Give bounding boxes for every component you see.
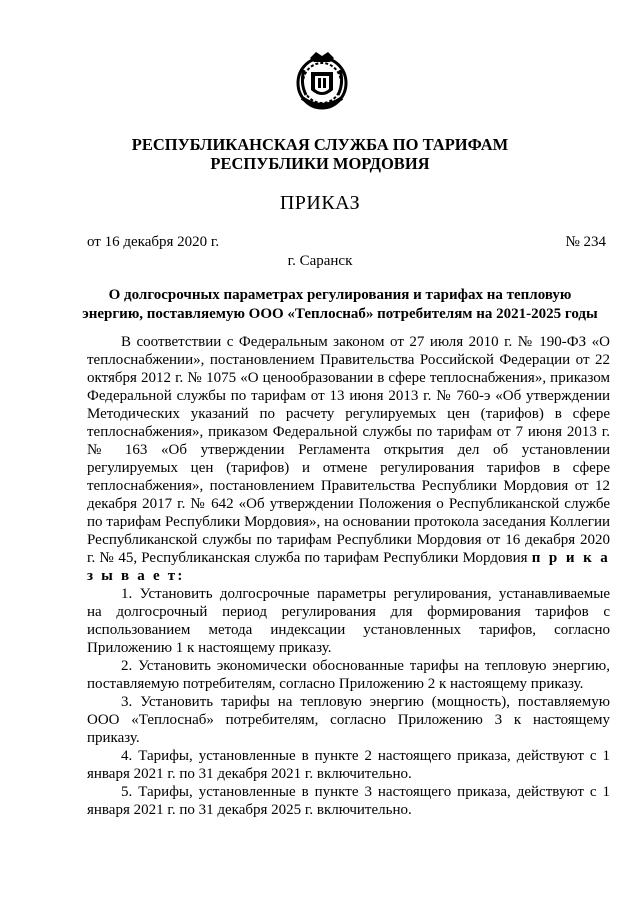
document-date: от 16 декабря 2020 г. <box>87 234 220 250</box>
order-item-2: 2. Установить экономически обоснованные тарифы на тепловую энергию, поставляемую потребителям, согласно Приложению 2 к настоящему приказу. <box>87 658 610 692</box>
preamble-text: В соответствии с Федеральным законом от 27 июля 2010 г. № 190-ФЗ «О теплоснабжении», постановлением Правительства Российской Федерации от 22 октября 2012 г. № 1075 «О ценообразовании в сфере теплоснабжения», приказом Федеральной службы по тарифам от 13 июня 2013 г. № 760-э «Об утверждении Методических указаний по расчету регулируемых цен (тарифов) в сфере теплоснабжения», приказом Федеральной службы по тарифам от 7 июня 2013 г. № 163 «Об утверждении Регламента открытия дел об установлении регулируемых цен (тарифов) и отмене регулирования тарифов в сфере теплоснабжения», постановлением Правительства Республики Мордовия от 12 декабря 2017 г. № 642 «Об утверждении Положения о Республиканской службе по тарифам Республики Мордовия», на основании протокола заседания Коллегии Республиканской службы по тарифам Республики Мордовия от 16 декабря 2020 г. № 45, Республиканская служба по тарифам Республики Мордовия <box>87 334 610 566</box>
title-line-1: О долгосрочных параметрах регулирования и тарифах на тепловую <box>108 287 572 303</box>
agency-line-2: РЕСПУБЛИКИ МОРДОВИЯ <box>210 154 430 173</box>
order-item-1: 1. Установить долгосрочные параметры регулирования, устанавливаемые на долгосрочный период регулирования для формирования тарифов с использованием метода индексации установленных тарифов, согласно Приложению 1 к настоящему приказу. <box>87 586 610 656</box>
document-body <box>87 333 610 819</box>
document-number: № 234 <box>565 234 606 250</box>
order-word: п р и к а з ы в а е т: <box>87 550 611 584</box>
coat-of-arms-emblem <box>294 50 350 112</box>
document-title <box>70 286 610 324</box>
agency-line-1: РЕСПУБЛИКАНСКАЯ СЛУЖБА ПО ТАРИФАМ <box>131 135 509 154</box>
order-item-4: 4. Тарифы, установленные в пункте 2 настоящего приказа, действуют с 1 января 2021 г. по 31 декабря 2021 г. включительно. <box>87 748 610 782</box>
document-type: ПРИКАЗ <box>279 192 361 214</box>
order-item-3: 3. Установить тарифы на тепловую энергию (мощность), поставляемую ООО «Теплоснаб» потребителям, согласно Приложению 3 к настоящему приказу. <box>87 694 610 746</box>
document-city: г. Саранск <box>287 253 353 269</box>
preamble-paragraph <box>87 333 610 585</box>
order-item-5: 5. Тарифы, установленные в пункте 3 настоящего приказа, действуют с 1 января 2021 г. по 31 декабря 2025 г. включительно. <box>87 784 610 818</box>
issuing-agency <box>60 135 580 173</box>
title-line-2: энергию, поставляемую ООО «Теплоснаб» потребителям на 2021-2025 годы <box>82 306 598 322</box>
